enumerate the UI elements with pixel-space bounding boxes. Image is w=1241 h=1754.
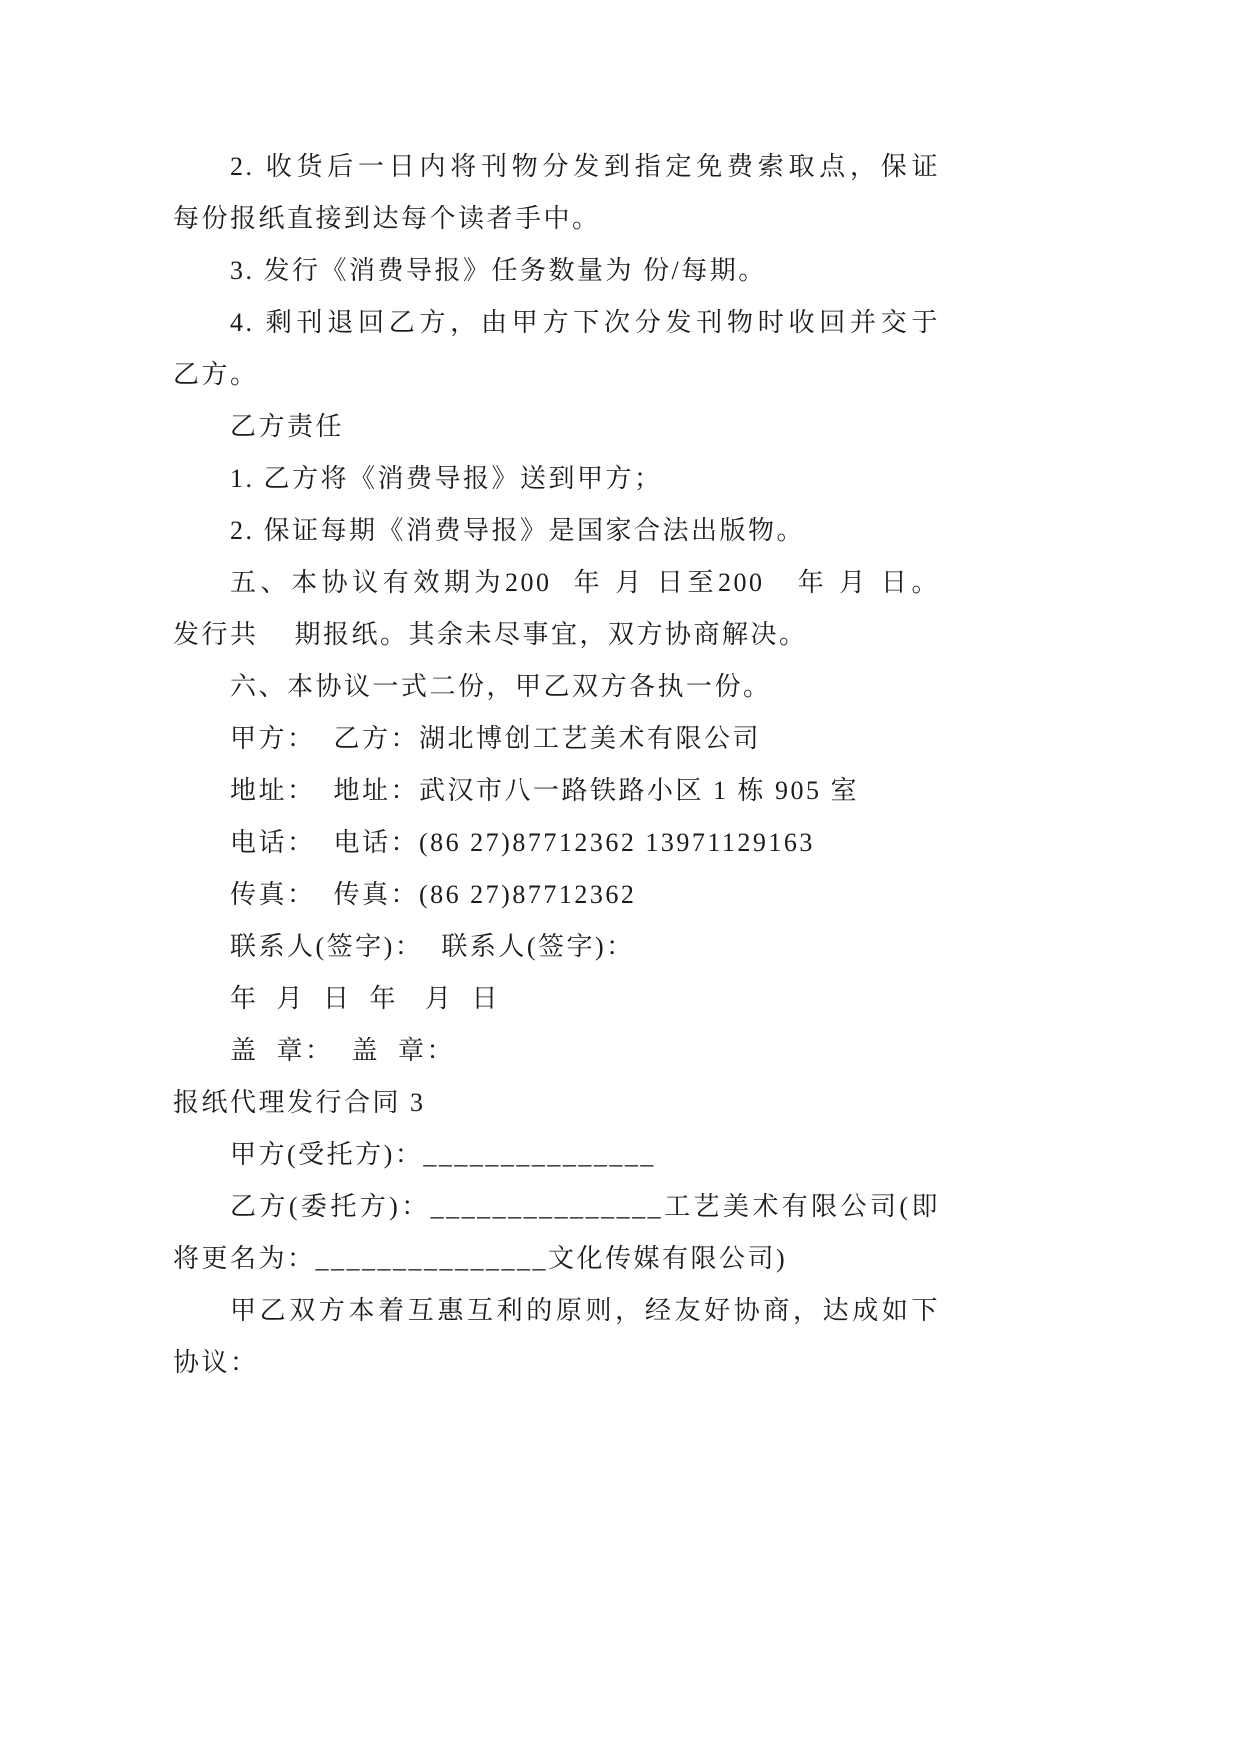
signature-date-line: 年 月 日 年 月 日 bbox=[230, 984, 501, 1013]
party-a-line: 甲方(受托方)：_______________ bbox=[230, 1140, 656, 1169]
paragraph-line: 2. 保证每期《消费导报》是国家合法出版物。 bbox=[230, 516, 806, 545]
paragraph-line: 五、本协议有效期为200 年 月 日至200 年 月 日。 bbox=[230, 568, 940, 597]
paragraph-line: 发行共 期报纸。其余未尽事宜，双方协商解决。 bbox=[173, 620, 808, 649]
signature-address-line: 地址： 地址：武汉市八一路铁路小区 1 栋 905 室 bbox=[230, 776, 860, 805]
paragraph-line: 每份报纸直接到达每个读者手中。 bbox=[173, 204, 601, 233]
signature-party-line: 甲方： 乙方：湖北博创工艺美术有限公司 bbox=[230, 724, 762, 753]
section-heading: 乙方责任 bbox=[230, 412, 345, 441]
paragraph-line: 2. 收货后一日内将刊物分发到指定免费索取点，保证 bbox=[230, 152, 940, 181]
party-b-line: 乙方(委托方)：_______________工艺美术有限公司(即 bbox=[230, 1192, 940, 1221]
paragraph-line: 3. 发行《消费导报》任务数量为 份/每期。 bbox=[230, 256, 767, 285]
paragraph-line: 4. 剩刊退回乙方，由甲方下次分发刊物时收回并交于 bbox=[230, 308, 940, 337]
paragraph-line: 1. 乙方将《消费导报》送到甲方； bbox=[230, 464, 663, 493]
paragraph-line: 六、本协议一式二份，甲乙双方各执一份。 bbox=[230, 672, 772, 701]
document-title: 报纸代理发行合同 3 bbox=[173, 1088, 426, 1117]
paragraph-line: 乙方。 bbox=[173, 360, 259, 389]
signature-seal-line: 盖 章： 盖 章： bbox=[230, 1036, 456, 1065]
signature-fax-line: 传真： 传真：(86 27)87712362 bbox=[230, 880, 637, 909]
document-body bbox=[173, 141, 940, 1389]
paragraph-line: 甲乙双方本着互惠互利的原则，经友好协商，达成如下 bbox=[230, 1296, 940, 1325]
party-b-rename-line: 将更名为：_______________文化传媒有限公司) bbox=[173, 1244, 788, 1273]
signature-contact-line: 联系人(签字)： 联系人(签字)： bbox=[230, 932, 635, 961]
paragraph-line: 协议： bbox=[173, 1348, 259, 1377]
signature-phone-line: 电话： 电话：(86 27)87712362 13971129163 bbox=[230, 828, 815, 857]
